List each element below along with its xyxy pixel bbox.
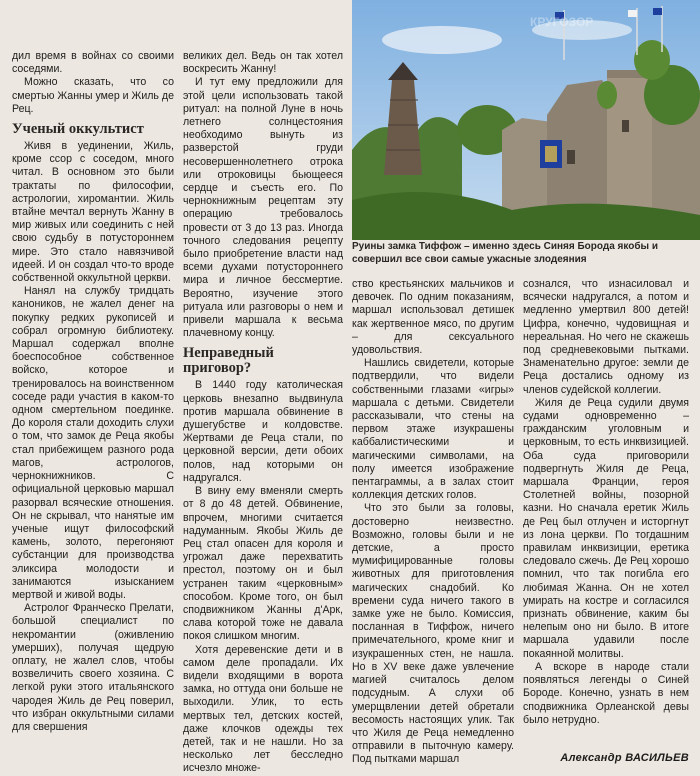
- paragraph: Что это были за головы, достоверно неизвестно. Возможно, головы были и не детские, а просто мумифицированные головы животных для приготовления магических снадобий. Ко времени суда ничего такого в замке уже не было. Комиссия, посланная в Тиффож, ничего примечательного, кроме книг и изукрашенных стен, не нашла. Но в XV веке даже увлечение магией считалось делом подсудным. А слухи об умерщвлении детей обретали весомость настоящих улик. Так что Жиля де Реца немедленно отправили в пыточную камеру. Под пытками маршал: [352, 502, 514, 766]
- castle-ruins-photo: [352, 0, 700, 240]
- paragraph: сознался, что изнасиловал и всячески надругался, а потом и медленно умертвил 800 детей! Цифра, конечно, чудовищная и нереальная. Но чего не скажешь под средневековыми пытками. Знаменательно другое: земли де Реца достались одному из членов судейской коллегии.: [523, 278, 689, 396]
- magazine-watermark: КРУГОЗОР: [530, 15, 594, 29]
- paragraph: ство крестьянских мальчиков и девочек. По одним показаниям, маршал использовал детишек как жертвенное мясо, по другим – для сексуального удовольствия.: [352, 278, 514, 357]
- paragraph: Можно сказать, что со смертью Жанны умер и Жиль де Рец.: [12, 76, 174, 115]
- paragraph: Астролог Франческо Прелати, большой специалист по некромантии (оживлению умерших), получая щедрую оплату, не жалел слов, чтобы возвеличить своего хозяина. С легкой руки этого итальянского чародея Жиль де Рец поверил, что избран оккультными силами для свершения: [12, 602, 174, 733]
- photo-caption: Руины замка Тиффож – именно здесь Синяя Борода якобы и совершил все свои самые ужасные злодеяния: [352, 241, 659, 265]
- paragraph: И тут ему предложили для этой цели использовать такой ритуал: на полной Луне в ночь летнего солнцестояния необходимо вынуть из разверстой груди несовершеннолетнего отрока или отроковицы бьющееся сердце и съесть его. По чернокнижным рецептам эту операцию требовалось провести от 3 до 13 раз. Иногда точного следования рецепту было приобретение власти над всеми духами потустороннего мира и личное бессмертие. Вероятно, изучение этого ритуала или разговоры о нем и привели маршала к весьма плачевному концу.: [183, 76, 343, 340]
- text-column-4: [523, 278, 689, 748]
- section-heading: Неправедный приговор?: [183, 345, 274, 377]
- paragraph: Хотя деревенские дети и в самом деле пропадали. Их видели входящими в ворота замка, но оттуда они больше не выходили. Улик, то есть мертвых тел, детских костей, даже клочков одежды тех детей, так и не нашли. Но за несколько лет бесследно исчезло множе-: [183, 643, 343, 775]
- paragraph: Нашлись свидетели, которые подтвердили, что видели собственными глазами «игры» маршала с детьми. Свидетели рассказывали, что стены на первом этаже изукрашены каббалистическими и магическими символами, на полу имеется изображение пентаграммы, а в залах стоит коллекция детских голов.: [352, 357, 514, 502]
- author-signature: Александр ВАСИЛЬЕВ: [560, 752, 689, 764]
- text-column-3: [352, 278, 514, 766]
- paragraph: Нанял на службу тридцать каноников, не жалел денег на покупку редких рукописей и собрал огромную библиотеку. Маршал содержал вполне боеспособное собственное войско, которое и тренировалось на воинственном соседе ради участия в каком-то одном смертельном поединке. До короля стали доходить слухи о том, что замок де Реца якобы стал прибежищем разного рода магов, астрологов, чернокнижников. С официальной церковью маршал разорвал всяческие отношения. Он не скрывал, что нанятые им ученые ищут философский камень, золото, перегоняют субстанции для производства эликсира молодости и занимаются изысканием мертвой и живой воды.: [12, 285, 174, 601]
- paragraph: Жиля де Реца судили двумя судами одновременно – гражданским уголовным и церковным, то есть инквизицией. Оба суда приговорили подвергнуть Жиля де Реца, маршала Франции, героя Столетней войны, позорной казни. Но сначала еретик Жиль де Рец был отлучен и исторгнут из лона церкви. По тогдашним правилам инквизиции, еретика следовало сжечь. Де Рец хорошо помнил, что так погибла его любимая Жанна. Он не хотел умирать на костре и согласился признать обвинение, каким бы нелепым оно ни было. В итоге маршала удавили после покаянной молитвы.: [523, 396, 689, 660]
- paragraph: дил время в войнах со своими соседями.: [12, 50, 174, 76]
- paragraph: В вину ему вменяли смерть от 8 до 48 детей. Обвинение, впрочем, многими считается надуманным. Якобы Жиль де Рец стал опасен для короля и угрожал даже перехватить престол, поэтому он и был устранен таким «церковным» способом. Кроме того, он был сподвижником Жанны д'Арк, слава которой тоже не давала покоя слишком многим.: [183, 485, 343, 643]
- paragraph: А вскоре в народе стали появляться легенды о Синей Бороде. Конечно, узнать в нем сподвижника Орлеанской девы было нетрудно.: [523, 660, 689, 726]
- paragraph: В 1440 году католическая церковь внезапно выдвинула против маршала обвинение в душегубстве и колдовстве. Жертвами де Реца стали, по церковной версии, дети обоих полов, над которыми он надругался.: [183, 379, 343, 484]
- paragraph: великих дел. Ведь он так хотел воскресить Жанну!: [183, 50, 343, 76]
- castle-ruins-illustration: [352, 0, 700, 240]
- text-column-2: [183, 50, 343, 775]
- paragraph: Живя в уединении, Жиль, кроме ссор с соседом, много читал. В основном это были трактаты по философии, астрологии, хиромантии. Жиль втайне мечтал вернуть Жанну в мир живых или соединить с ней свою судьбу в потустороннем мире. Это стало навязчивой идеей. И он создал что-то вроде собственной оккультной церкви.: [12, 140, 174, 285]
- section-heading: Ученый оккультист: [12, 121, 144, 138]
- text-column-1: [12, 50, 174, 765]
